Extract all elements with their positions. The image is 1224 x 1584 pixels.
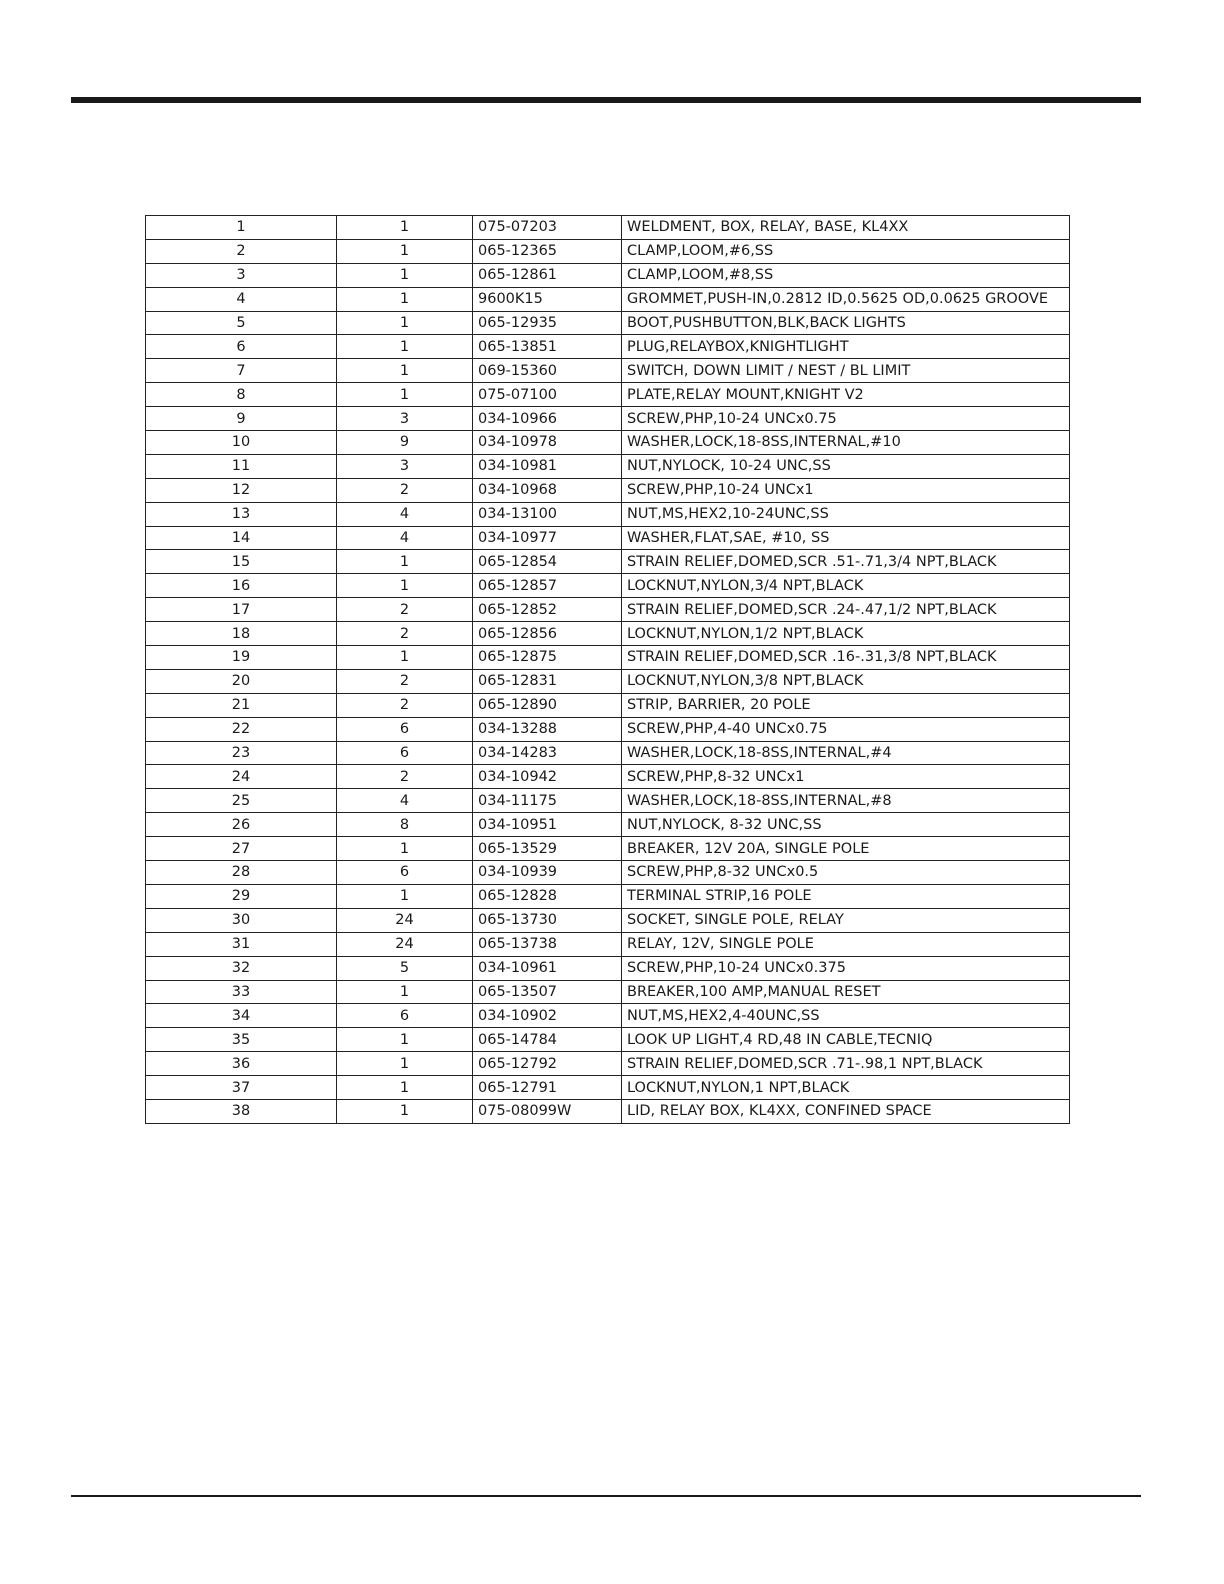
item-number-cell: 29 [146, 884, 337, 908]
description-cell: SCREW,PHP,10-24 UNCx0.75 [622, 407, 1070, 431]
quantity-cell: 1 [337, 335, 473, 359]
part-number-cell: 034-10961 [473, 956, 622, 980]
table-row [146, 1004, 1070, 1028]
item-number-cell: 22 [146, 717, 337, 741]
quantity-cell: 2 [337, 693, 473, 717]
quantity-cell: 3 [337, 407, 473, 431]
quantity-cell: 2 [337, 622, 473, 646]
part-number-cell: 065-12792 [473, 1052, 622, 1076]
item-number-cell: 10 [146, 431, 337, 455]
part-number-cell: 034-13288 [473, 717, 622, 741]
item-number-cell: 20 [146, 669, 337, 693]
part-number-cell: 065-12890 [473, 693, 622, 717]
item-number-cell: 14 [146, 526, 337, 550]
description-cell: STRIP, BARRIER, 20 POLE [622, 693, 1070, 717]
table-row [146, 837, 1070, 861]
table-row [146, 789, 1070, 813]
quantity-cell: 1 [337, 287, 473, 311]
quantity-cell: 1 [337, 884, 473, 908]
description-cell: SCREW,PHP,10-24 UNCx0.375 [622, 956, 1070, 980]
description-cell: NUT,NYLOCK, 8-32 UNC,SS [622, 813, 1070, 837]
part-number-cell: 065-12828 [473, 884, 622, 908]
table-row [146, 263, 1070, 287]
description-cell: LOCKNUT,NYLON,1/2 NPT,BLACK [622, 622, 1070, 646]
table-row [146, 598, 1070, 622]
item-number-cell: 35 [146, 1028, 337, 1052]
item-number-cell: 13 [146, 502, 337, 526]
part-number-cell: 034-11175 [473, 789, 622, 813]
description-cell: SCREW,PHP,8-32 UNCx1 [622, 765, 1070, 789]
part-number-cell: 065-12875 [473, 646, 622, 670]
item-number-cell: 19 [146, 646, 337, 670]
part-number-cell: 065-13529 [473, 837, 622, 861]
description-cell: WELDMENT, BOX, RELAY, BASE, KL4XX [622, 216, 1070, 240]
part-number-cell: 034-10968 [473, 478, 622, 502]
table-row [146, 1052, 1070, 1076]
quantity-cell: 1 [337, 239, 473, 263]
description-cell: BREAKER, 12V 20A, SINGLE POLE [622, 837, 1070, 861]
description-cell: TERMINAL STRIP,16 POLE [622, 884, 1070, 908]
description-cell: CLAMP,LOOM,#6,SS [622, 239, 1070, 263]
description-cell: LOCKNUT,NYLON,3/8 NPT,BLACK [622, 669, 1070, 693]
table-row [146, 980, 1070, 1004]
table-row [146, 813, 1070, 837]
table-row [146, 526, 1070, 550]
quantity-cell: 1 [337, 1076, 473, 1100]
quantity-cell: 2 [337, 598, 473, 622]
part-number-cell: 065-12365 [473, 239, 622, 263]
item-number-cell: 4 [146, 287, 337, 311]
table-row [146, 1099, 1070, 1123]
part-number-cell: 065-13507 [473, 980, 622, 1004]
quantity-cell: 1 [337, 646, 473, 670]
table-row [146, 932, 1070, 956]
item-number-cell: 36 [146, 1052, 337, 1076]
description-cell: SOCKET, SINGLE POLE, RELAY [622, 908, 1070, 932]
item-number-cell: 18 [146, 622, 337, 646]
quantity-cell: 24 [337, 908, 473, 932]
quantity-cell: 4 [337, 526, 473, 550]
table-row [146, 431, 1070, 455]
description-cell: STRAIN RELIEF,DOMED,SCR .24-.47,1/2 NPT,BLACK [622, 598, 1070, 622]
quantity-cell: 1 [337, 1028, 473, 1052]
description-cell: STRAIN RELIEF,DOMED,SCR .51-.71,3/4 NPT,BLACK [622, 550, 1070, 574]
quantity-cell: 9 [337, 431, 473, 455]
item-number-cell: 33 [146, 980, 337, 1004]
parts-list-body [146, 216, 1070, 1124]
description-cell: WASHER,LOCK,18-8SS,INTERNAL,#4 [622, 741, 1070, 765]
description-cell: LOCKNUT,NYLON,3/4 NPT,BLACK [622, 574, 1070, 598]
quantity-cell: 1 [337, 837, 473, 861]
description-cell: STRAIN RELIEF,DOMED,SCR .71-.98,1 NPT,BLACK [622, 1052, 1070, 1076]
description-cell: LOOK UP LIGHT,4 RD,48 IN CABLE,TECNIQ [622, 1028, 1070, 1052]
table-row [146, 359, 1070, 383]
description-cell: PLUG,RELAYBOX,KNIGHTLIGHT [622, 335, 1070, 359]
item-number-cell: 23 [146, 741, 337, 765]
part-number-cell: 034-10977 [473, 526, 622, 550]
part-number-cell: 065-12861 [473, 263, 622, 287]
item-number-cell: 12 [146, 478, 337, 502]
item-number-cell: 2 [146, 239, 337, 263]
part-number-cell: 065-12857 [473, 574, 622, 598]
item-number-cell: 8 [146, 383, 337, 407]
table-row [146, 956, 1070, 980]
quantity-cell: 4 [337, 789, 473, 813]
description-cell: NUT,NYLOCK, 10-24 UNC,SS [622, 454, 1070, 478]
table-row [146, 502, 1070, 526]
part-number-cell: 034-10951 [473, 813, 622, 837]
quantity-cell: 1 [337, 216, 473, 240]
item-number-cell: 15 [146, 550, 337, 574]
header-rule [71, 97, 1141, 103]
quantity-cell: 24 [337, 932, 473, 956]
parts-list-table [145, 215, 1070, 1124]
description-cell: CLAMP,LOOM,#8,SS [622, 263, 1070, 287]
quantity-cell: 1 [337, 1099, 473, 1123]
quantity-cell: 1 [337, 550, 473, 574]
table-row [146, 454, 1070, 478]
part-number-cell: 034-10978 [473, 431, 622, 455]
part-number-cell: 065-13851 [473, 335, 622, 359]
table-row [146, 216, 1070, 240]
item-number-cell: 1 [146, 216, 337, 240]
part-number-cell: 034-10939 [473, 861, 622, 885]
table-row [146, 861, 1070, 885]
part-number-cell: 065-12791 [473, 1076, 622, 1100]
part-number-cell: 065-12854 [473, 550, 622, 574]
description-cell: PLATE,RELAY MOUNT,KNIGHT V2 [622, 383, 1070, 407]
item-number-cell: 11 [146, 454, 337, 478]
part-number-cell: 034-13100 [473, 502, 622, 526]
item-number-cell: 26 [146, 813, 337, 837]
description-cell: STRAIN RELIEF,DOMED,SCR .16-.31,3/8 NPT,BLACK [622, 646, 1070, 670]
item-number-cell: 30 [146, 908, 337, 932]
part-number-cell: 065-14784 [473, 1028, 622, 1052]
description-cell: BREAKER,100 AMP,MANUAL RESET [622, 980, 1070, 1004]
table-row [146, 574, 1070, 598]
table-row [146, 884, 1070, 908]
table-row [146, 335, 1070, 359]
part-number-cell: 075-07100 [473, 383, 622, 407]
table-row [146, 311, 1070, 335]
description-cell: SCREW,PHP,10-24 UNCx1 [622, 478, 1070, 502]
part-number-cell: 034-14283 [473, 741, 622, 765]
item-number-cell: 21 [146, 693, 337, 717]
item-number-cell: 9 [146, 407, 337, 431]
part-number-cell: 065-12856 [473, 622, 622, 646]
quantity-cell: 6 [337, 741, 473, 765]
description-cell: WASHER,LOCK,18-8SS,INTERNAL,#8 [622, 789, 1070, 813]
item-number-cell: 3 [146, 263, 337, 287]
table-row [146, 1076, 1070, 1100]
description-cell: WASHER,FLAT,SAE, #10, SS [622, 526, 1070, 550]
quantity-cell: 8 [337, 813, 473, 837]
quantity-cell: 1 [337, 359, 473, 383]
item-number-cell: 7 [146, 359, 337, 383]
table-row [146, 287, 1070, 311]
footer-rule [71, 1495, 1141, 1497]
item-number-cell: 28 [146, 861, 337, 885]
item-number-cell: 25 [146, 789, 337, 813]
description-cell: LID, RELAY BOX, KL4XX, CONFINED SPACE [622, 1099, 1070, 1123]
part-number-cell: 065-13738 [473, 932, 622, 956]
item-number-cell: 31 [146, 932, 337, 956]
part-number-cell: 065-12935 [473, 311, 622, 335]
quantity-cell: 3 [337, 454, 473, 478]
quantity-cell: 2 [337, 669, 473, 693]
table-row [146, 646, 1070, 670]
part-number-cell: 065-13730 [473, 908, 622, 932]
table-row [146, 407, 1070, 431]
part-number-cell: 069-15360 [473, 359, 622, 383]
quantity-cell: 6 [337, 717, 473, 741]
table-row [146, 550, 1070, 574]
description-cell: SCREW,PHP,8-32 UNCx0.5 [622, 861, 1070, 885]
quantity-cell: 6 [337, 1004, 473, 1028]
description-cell: BOOT,PUSHBUTTON,BLK,BACK LIGHTS [622, 311, 1070, 335]
table-row [146, 908, 1070, 932]
part-number-cell: 075-08099W [473, 1099, 622, 1123]
part-number-cell: 065-12852 [473, 598, 622, 622]
quantity-cell: 1 [337, 311, 473, 335]
quantity-cell: 5 [337, 956, 473, 980]
item-number-cell: 17 [146, 598, 337, 622]
table-row [146, 717, 1070, 741]
item-number-cell: 24 [146, 765, 337, 789]
item-number-cell: 32 [146, 956, 337, 980]
quantity-cell: 1 [337, 980, 473, 1004]
quantity-cell: 2 [337, 765, 473, 789]
part-number-cell: 034-10981 [473, 454, 622, 478]
table-row [146, 478, 1070, 502]
table-row [146, 693, 1070, 717]
description-cell: GROMMET,PUSH-IN,0.2812 ID,0.5625 OD,0.0625 GROOVE [622, 287, 1070, 311]
part-number-cell: 9600K15 [473, 287, 622, 311]
quantity-cell: 1 [337, 574, 473, 598]
part-number-cell: 065-12831 [473, 669, 622, 693]
description-cell: WASHER,LOCK,18-8SS,INTERNAL,#10 [622, 431, 1070, 455]
description-cell: RELAY, 12V, SINGLE POLE [622, 932, 1070, 956]
quantity-cell: 1 [337, 383, 473, 407]
item-number-cell: 5 [146, 311, 337, 335]
part-number-cell: 034-10942 [473, 765, 622, 789]
description-cell: SCREW,PHP,4-40 UNCx0.75 [622, 717, 1070, 741]
item-number-cell: 37 [146, 1076, 337, 1100]
description-cell: SWITCH, DOWN LIMIT / NEST / BL LIMIT [622, 359, 1070, 383]
table-row [146, 622, 1070, 646]
table-row [146, 765, 1070, 789]
quantity-cell: 6 [337, 861, 473, 885]
item-number-cell: 27 [146, 837, 337, 861]
part-number-cell: 034-10966 [473, 407, 622, 431]
part-number-cell: 034-10902 [473, 1004, 622, 1028]
table-row [146, 669, 1070, 693]
item-number-cell: 16 [146, 574, 337, 598]
description-cell: NUT,MS,HEX2,4-40UNC,SS [622, 1004, 1070, 1028]
part-number-cell: 075-07203 [473, 216, 622, 240]
table-row [146, 1028, 1070, 1052]
table-row [146, 239, 1070, 263]
item-number-cell: 6 [146, 335, 337, 359]
quantity-cell: 1 [337, 263, 473, 287]
quantity-cell: 2 [337, 478, 473, 502]
quantity-cell: 1 [337, 1052, 473, 1076]
table-row [146, 383, 1070, 407]
description-cell: LOCKNUT,NYLON,1 NPT,BLACK [622, 1076, 1070, 1100]
quantity-cell: 4 [337, 502, 473, 526]
item-number-cell: 34 [146, 1004, 337, 1028]
table-row [146, 741, 1070, 765]
description-cell: NUT,MS,HEX2,10-24UNC,SS [622, 502, 1070, 526]
item-number-cell: 38 [146, 1099, 337, 1123]
